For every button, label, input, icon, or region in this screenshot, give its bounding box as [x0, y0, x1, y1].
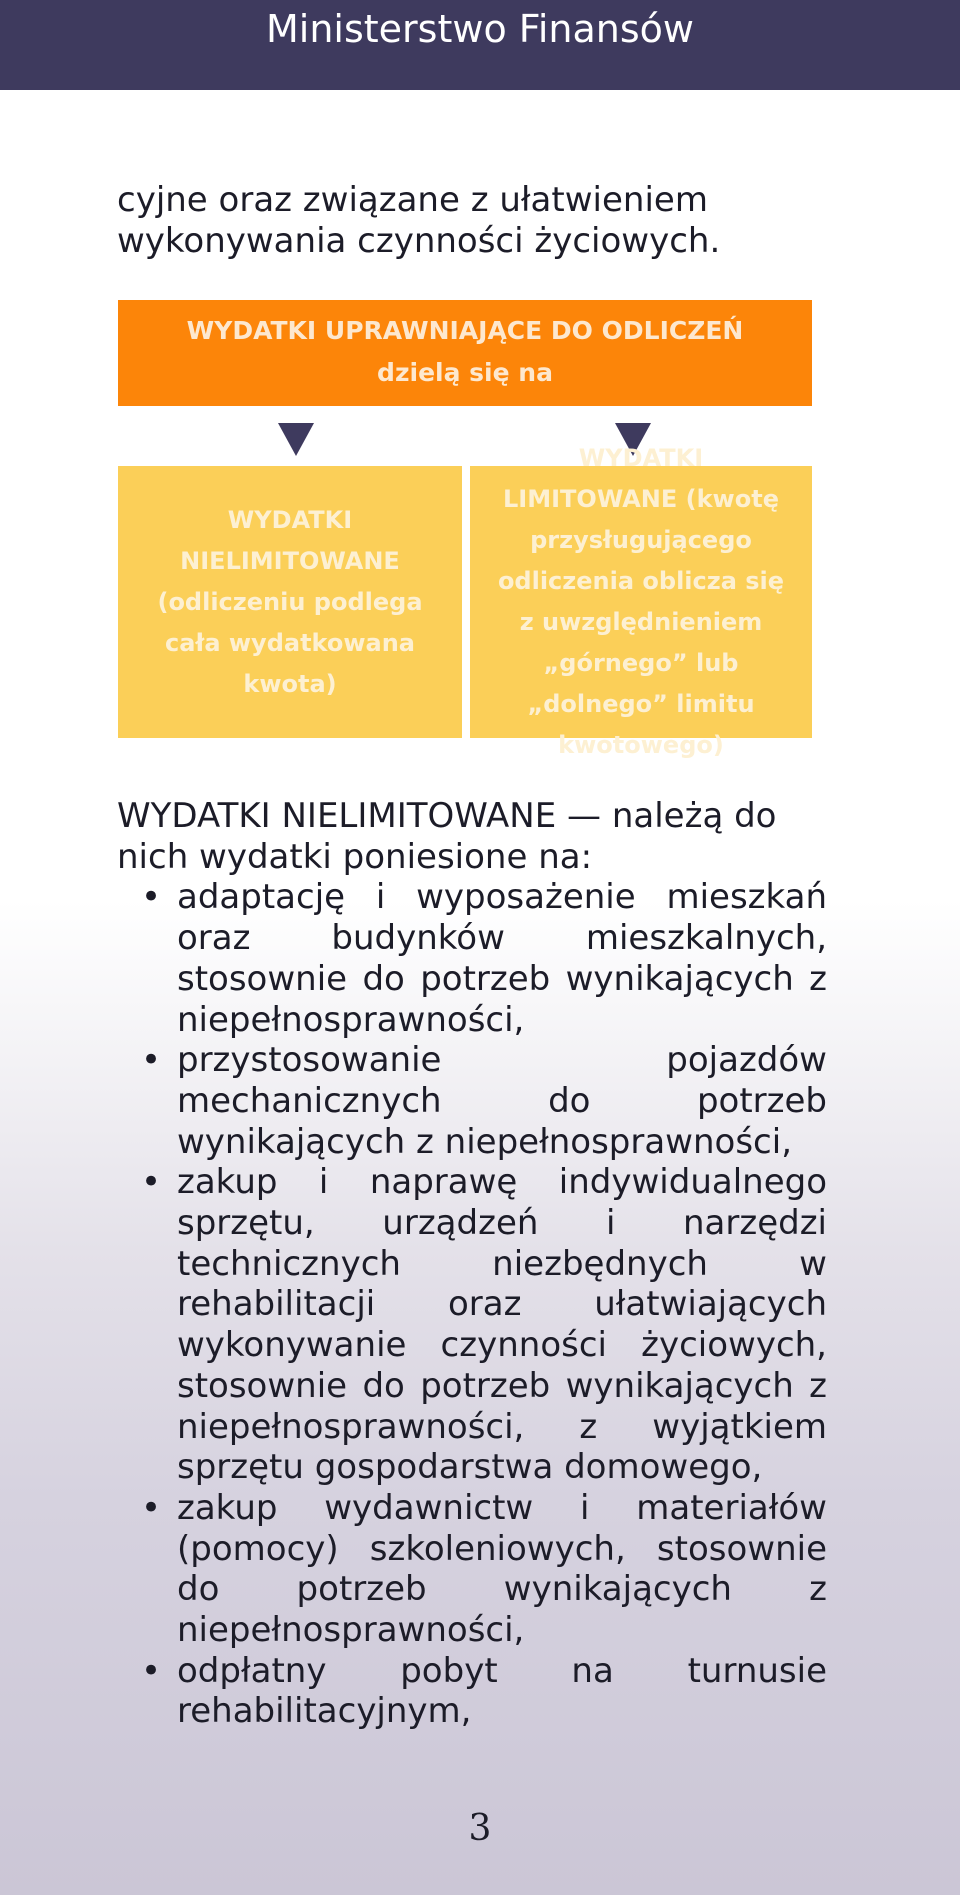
page-header: [0, 0, 960, 90]
bullet-icon: •: [141, 1162, 162, 1203]
unlimited-expenses-box: [118, 466, 462, 738]
bullet-icon: •: [141, 1487, 162, 1528]
deductible-expenses-box: [118, 300, 812, 406]
section-lead: WYDATKI NIELIMITOWANE — należą do nich wydatki poniesione na:: [117, 796, 777, 877]
intro-paragraph: cyjne oraz związane z ułatwieniem wykonywania czynności życiowych.: [117, 180, 721, 261]
list-item-text: zakup i naprawę indywidualnego sprzętu, urządzeń i narzędzi technicznych niezbędnych w rehabilitacji oraz ułatwiających wykonywanie czynności życiowych, stosownie do potrzeb wynikających z niepełnosprawności, z wyjątkiem sprzętu gospodarstwa domowego,: [177, 1162, 827, 1488]
list-item-text: adaptację i wyposażenie mieszkań oraz budynków mieszkalnych, stosownie do potrzeb wynikających z niepełnosprawności,: [177, 877, 827, 1040]
bullet-icon: •: [141, 877, 162, 918]
list-item: [117, 877, 827, 1040]
list-item: [117, 1488, 827, 1651]
bullet-icon: •: [141, 1650, 162, 1691]
list-item: [117, 1040, 827, 1162]
bullet-icon: •: [141, 1040, 162, 1081]
header-title: Ministerstwo Finansów: [265, 7, 695, 51]
page-number: 3: [468, 1808, 492, 1849]
list-item: [117, 1162, 827, 1488]
deductible-expenses-title: WYDATKI UPRAWNIAJĄCE DO ODLICZEŃ: [186, 316, 744, 345]
deductible-expenses-subtitle: dzielą się na: [377, 358, 553, 387]
expense-list: [117, 877, 827, 1732]
list-item-text: odpłatny pobyt na turnusie rehabilitacyjnym,: [177, 1650, 827, 1732]
unlimited-expenses-section: [117, 796, 827, 1732]
list-item: [117, 1651, 827, 1732]
limited-expenses-text: WYDATKI LIMITOWANE (kwotę przysługującego odliczenia oblicza się z uwzględnieniem „górnego” lub „dolnego” limitu kwotowego): [497, 444, 785, 759]
unlimited-expenses-text: WYDATKI NIELIMITOWANE (odliczeniu podlega cała wydatkowana kwota): [157, 505, 423, 698]
arrow-down-left-icon: [278, 423, 314, 456]
list-item-text: przystosowanie pojazdów mechanicznych do potrzeb wynikających z niepełnosprawności,: [177, 1040, 827, 1162]
limited-expenses-box: [470, 444, 812, 759]
list-item-text: zakup wydawnictw i materiałów (pomocy) szkoleniowych, stosownie do potrzeb wynikających z niepełnosprawności,: [177, 1487, 827, 1651]
